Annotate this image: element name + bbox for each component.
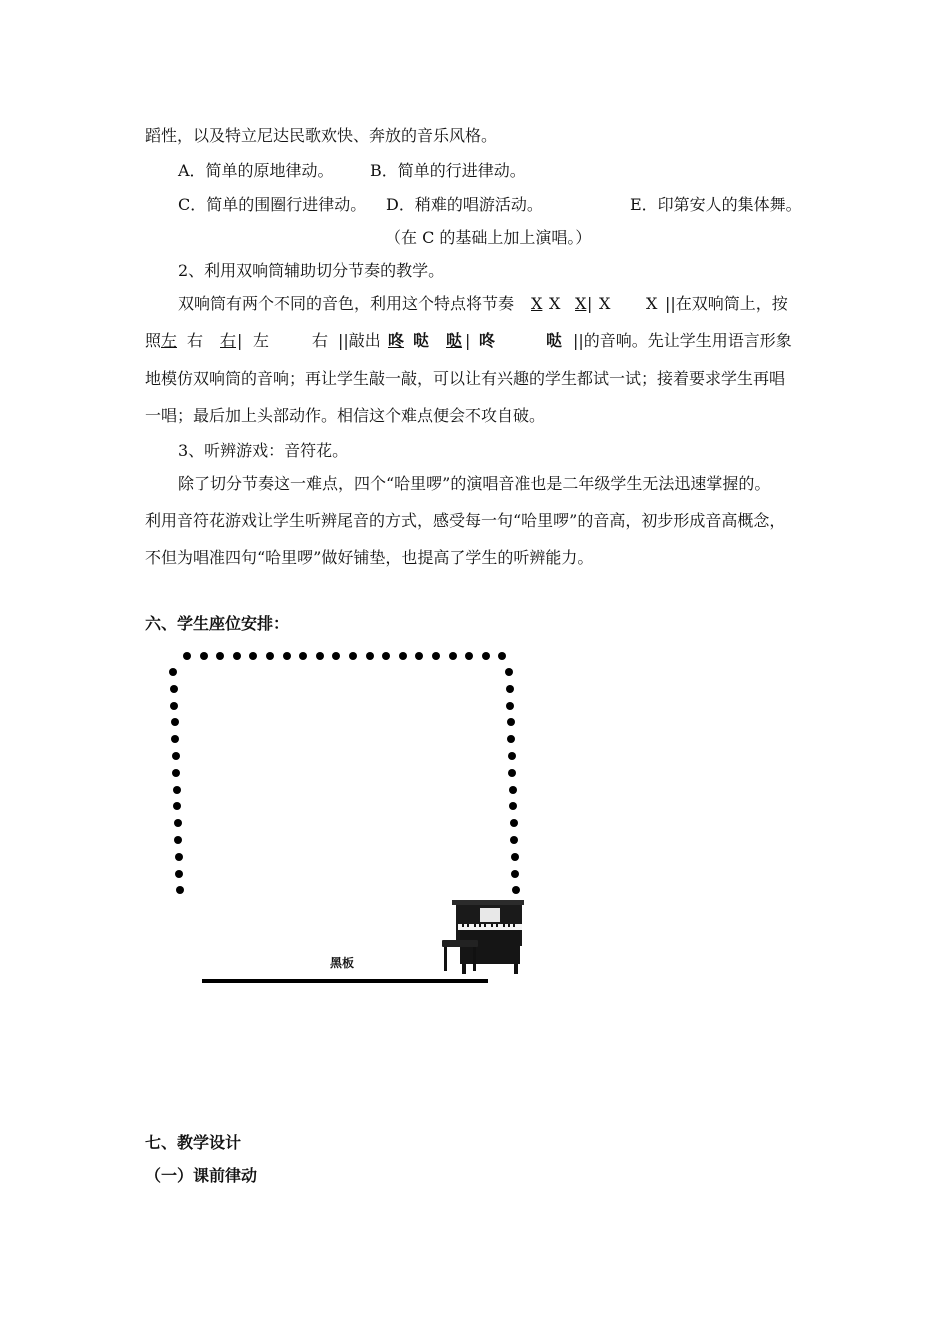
seat-dot <box>283 652 291 660</box>
seat-dot <box>170 685 178 693</box>
seat-dot <box>174 836 182 844</box>
section-heading-6: 六、学生座位安排： <box>145 614 290 633</box>
seat-dot <box>507 718 515 726</box>
seat-dot <box>511 853 519 861</box>
seat-dot <box>508 769 516 777</box>
rhythm-syllable: 咚 <box>479 331 496 350</box>
rhythm-line-2 <box>145 331 825 353</box>
seat-dot <box>505 668 513 676</box>
seat-dot <box>316 652 324 660</box>
seat-dot <box>266 652 274 660</box>
seat-dot <box>176 886 184 894</box>
rhythm-note: X <box>531 294 543 313</box>
option-e: E．印第安人的集体舞。 <box>630 195 802 214</box>
blackboard <box>202 979 488 983</box>
seat-dot <box>169 668 177 676</box>
seat-dot <box>200 652 208 660</box>
blackboard-label: 黑板 <box>330 956 355 970</box>
text-segment: ||的音响。先让学生用语言形象 <box>573 331 792 350</box>
seat-dot <box>173 786 181 794</box>
seat-dot <box>173 802 181 810</box>
text-segment: 双响筒有两个不同的音色，利用这个特点将节奏 <box>178 294 515 313</box>
option-b: B．简单的行进律动。 <box>370 161 526 180</box>
seat-dot <box>415 652 423 660</box>
rhythm-syllable: 哒 <box>446 331 463 350</box>
paragraph-line: 不但为唱准四句“哈里啰”做好铺垫，也提高了学生的听辨能力。 <box>145 548 594 567</box>
rhythm-syllable: 右 <box>312 331 329 350</box>
seat-dot <box>216 652 224 660</box>
rhythm-syllable: 左 <box>253 331 270 350</box>
seat-dot <box>349 652 357 660</box>
seat-dot <box>432 652 440 660</box>
option-d: D．稍难的唱游活动。 <box>386 195 543 214</box>
option-c: C．简单的围圈行进律动。 <box>178 195 367 214</box>
seat-dot <box>510 819 518 827</box>
bar-line: | <box>587 294 593 313</box>
rhythm-note: X <box>549 294 561 313</box>
seat-dot <box>332 652 340 660</box>
piano-icon <box>440 898 526 978</box>
seat-dot <box>183 652 191 660</box>
bar-line: | <box>237 331 243 350</box>
seat-dot <box>249 652 257 660</box>
seat-dot <box>449 652 457 660</box>
seat-dot <box>171 735 179 743</box>
rhythm-syllable: 哒 <box>413 331 430 350</box>
rhythm-syllable: 咚 <box>388 331 405 350</box>
seat-dot <box>172 752 180 760</box>
seat-dot <box>498 652 506 660</box>
seat-dot <box>299 652 307 660</box>
paragraph-line: 蹈性，以及特立尼达民歌欢快、奔放的音乐风格。 <box>145 126 498 145</box>
seat-dot <box>506 685 514 693</box>
rhythm-note: X <box>575 294 587 313</box>
rhythm-note: X <box>599 294 611 313</box>
seat-dot <box>399 652 407 660</box>
seat-dot <box>510 836 518 844</box>
subsection-heading: （一）课前律动 <box>145 1166 258 1185</box>
text-segment: 照 <box>145 331 162 350</box>
bar-line: | <box>465 331 471 350</box>
rhythm-note: X <box>646 294 658 313</box>
seat-dot <box>366 652 374 660</box>
seat-dot <box>509 802 517 810</box>
option-note: （在 C 的基础上加上演唱。） <box>385 228 592 247</box>
rhythm-syllable: 右 <box>187 331 204 350</box>
seat-dot <box>171 718 179 726</box>
seat-dot <box>172 769 180 777</box>
rhythm-syllable: 左 <box>161 331 178 350</box>
list-item-3: 3、听辨游戏：音符花。 <box>178 441 349 460</box>
option-a: A．简单的原地律动。 <box>178 161 334 180</box>
seat-dot <box>174 819 182 827</box>
text-segment: ||敲出 <box>338 331 381 350</box>
seat-dot <box>382 652 390 660</box>
paragraph-line: 除了切分节奏这一难点，四个“哈里啰”的演唱音准也是二年级学生无法迅速掌握的。 <box>178 474 771 493</box>
seat-dot <box>170 702 178 710</box>
seat-dot <box>175 853 183 861</box>
seat-dot <box>506 702 514 710</box>
seat-dot <box>508 752 516 760</box>
paragraph-line: 利用音符花游戏让学生听辨尾音的方式，感受每一句“哈里啰”的音高，初步形成音高概念， <box>145 511 786 530</box>
paragraph-line: 一唱；最后加上头部动作。相信这个难点便会不攻自破。 <box>145 406 546 425</box>
seat-dot <box>507 735 515 743</box>
rhythm-syllable: 哒 <box>546 331 563 350</box>
rhythm-line-1 <box>178 294 818 316</box>
section-heading-7: 七、教学设计 <box>145 1133 242 1152</box>
paragraph-line: 地模仿双响筒的音响；再让学生敲一敲，可以让有兴趣的学生都试一试；接着要求学生再唱 <box>145 369 786 388</box>
list-item-2: 2、利用双响筒辅助切分节奏的教学。 <box>178 261 445 280</box>
seat-dot <box>509 786 517 794</box>
seat-dot <box>511 870 519 878</box>
text-segment: ||在双响筒上，按 <box>665 294 788 313</box>
seat-dot <box>233 652 241 660</box>
seat-dot <box>512 886 520 894</box>
seat-dot <box>465 652 473 660</box>
seat-dot <box>482 652 490 660</box>
rhythm-syllable: 右 <box>220 331 237 350</box>
seat-dot <box>175 870 183 878</box>
